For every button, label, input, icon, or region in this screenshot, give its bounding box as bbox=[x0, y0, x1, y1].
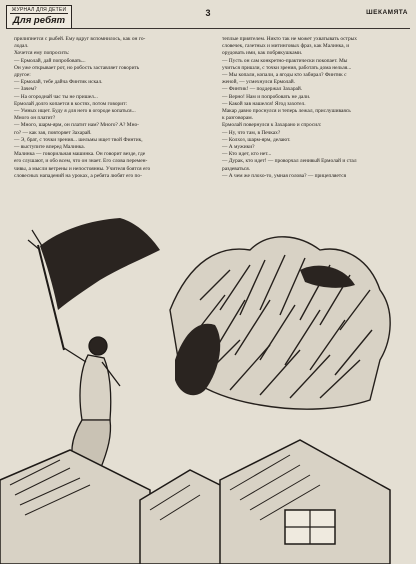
paragraph-line: — Какой зав нашелся! Ягод захотел. bbox=[222, 100, 306, 107]
paragraph-line: — Дурак, кто идет! — проворчал ленивый Ермолай и стал bbox=[222, 158, 357, 165]
paragraph-line: — Ермолай, тебе дайча Финтик искал. bbox=[14, 79, 103, 86]
paragraph-line: — Верно! Нам и попробовать не дали. bbox=[222, 93, 311, 100]
paragraph-line: другое: bbox=[14, 72, 31, 79]
running-title: ШЕКАМЯТА bbox=[366, 9, 408, 16]
roofs bbox=[0, 440, 390, 564]
paragraph-line: Макар давно проснулся и теперь лежал, прислушиваясь bbox=[222, 108, 351, 115]
paragraph-line: — Финтик! — поддержал Захарай. bbox=[222, 86, 303, 93]
paragraph-line: — выступите вперед Малинка. bbox=[14, 144, 86, 151]
masthead-logo bbox=[6, 5, 72, 29]
paragraph-line: чивы, а мысли ветрены и непостоянны. Учителя боятся его bbox=[14, 165, 151, 172]
masthead-top-line: ЖУРНАЛ ДЛЯ ДЕТЕЙ bbox=[11, 7, 67, 13]
flag-ribbon bbox=[28, 230, 42, 250]
paragraph-line: Он уже открывает рот, но робость заставляет говорить bbox=[14, 64, 140, 71]
paragraph-line: женой, — усмехнулся Ермолай. bbox=[222, 79, 295, 86]
page-number: 3 bbox=[205, 8, 211, 18]
masthead-title: Для ребят bbox=[12, 15, 66, 26]
rooftop-flag-illustration bbox=[0, 150, 416, 564]
paragraph-line: его слушают, и обо всем, что он знает. Его слова перемен- bbox=[14, 158, 148, 165]
paragraph-line: Малинка — говорильная машинка. Он говорит везде, где bbox=[14, 151, 146, 158]
paragraph-line: Ермолай повернулся к Захарано и спросил: bbox=[222, 122, 322, 129]
paragraph-line: — Зачем? bbox=[14, 86, 37, 93]
paragraph-line: Ермолай долго копается в костях, потом говорит: bbox=[14, 100, 127, 107]
paragraph-line: к разговорам. bbox=[222, 115, 254, 122]
paragraph-line: словесных нападений на уроках, а ребята любят его по- bbox=[14, 172, 142, 179]
header-divider bbox=[6, 28, 410, 29]
paragraph-line: — Колхоз, шарм-ярм, делают. bbox=[222, 136, 291, 143]
paragraph-line: — Много, шарм-ярм, он платит нам? Много? А? Мно- bbox=[14, 122, 139, 129]
paragraph-line: — А мужики? bbox=[222, 144, 255, 151]
paragraph-line: словечек, газетных и митинговых фраз, как Малинка, и bbox=[222, 43, 350, 50]
paragraph-line: — Ну, что там, в Печках? bbox=[222, 129, 281, 136]
paragraph-line: — На огороднай час ты не пришел... bbox=[14, 93, 98, 100]
paragraph-line: лодал. bbox=[14, 43, 29, 50]
paragraph-line: теплые приятелем. Никто так не может ухватывать острых bbox=[222, 36, 357, 42]
flag bbox=[40, 218, 160, 310]
paragraph-line: — Кто идет, кто нет... bbox=[222, 151, 272, 158]
paragraph-line: учиться пришли, с точки зрения, работать дома нельзя... bbox=[222, 64, 352, 71]
paragraph-line: — Пусть он сам конкретно-практически покопает. Мы bbox=[222, 57, 348, 64]
paragraph-line: — Э, брат, с точки зрения... шельмы ищет твой Финтик, bbox=[14, 136, 143, 143]
paragraph-line: Хочется ему попросить: bbox=[14, 50, 70, 57]
paragraph-line: орудовать ими, как побрякушками. bbox=[222, 50, 303, 57]
paragraph-line: раздеваться. bbox=[222, 165, 251, 172]
paragraph-line: Много он платит? bbox=[14, 115, 56, 122]
paragraph-line: — А чем же плохо-то, умная голова? — прицепляется bbox=[222, 172, 347, 179]
paragraph-line: — Ермолай, дай попробовать... bbox=[14, 57, 86, 64]
paragraph-line: — Мы копали, копали, а ягоды кто забирал? Финтик с bbox=[222, 72, 347, 79]
paragraph-line: прилипнется с рыбей. Ему вдруг вспомнилось, как он го- bbox=[14, 36, 146, 42]
paragraph-line: — Умных ищет. Буду я для него в огороде копаться... bbox=[14, 108, 136, 115]
paragraph-line: го? — как зая, повторяет Захарай. bbox=[14, 129, 92, 136]
